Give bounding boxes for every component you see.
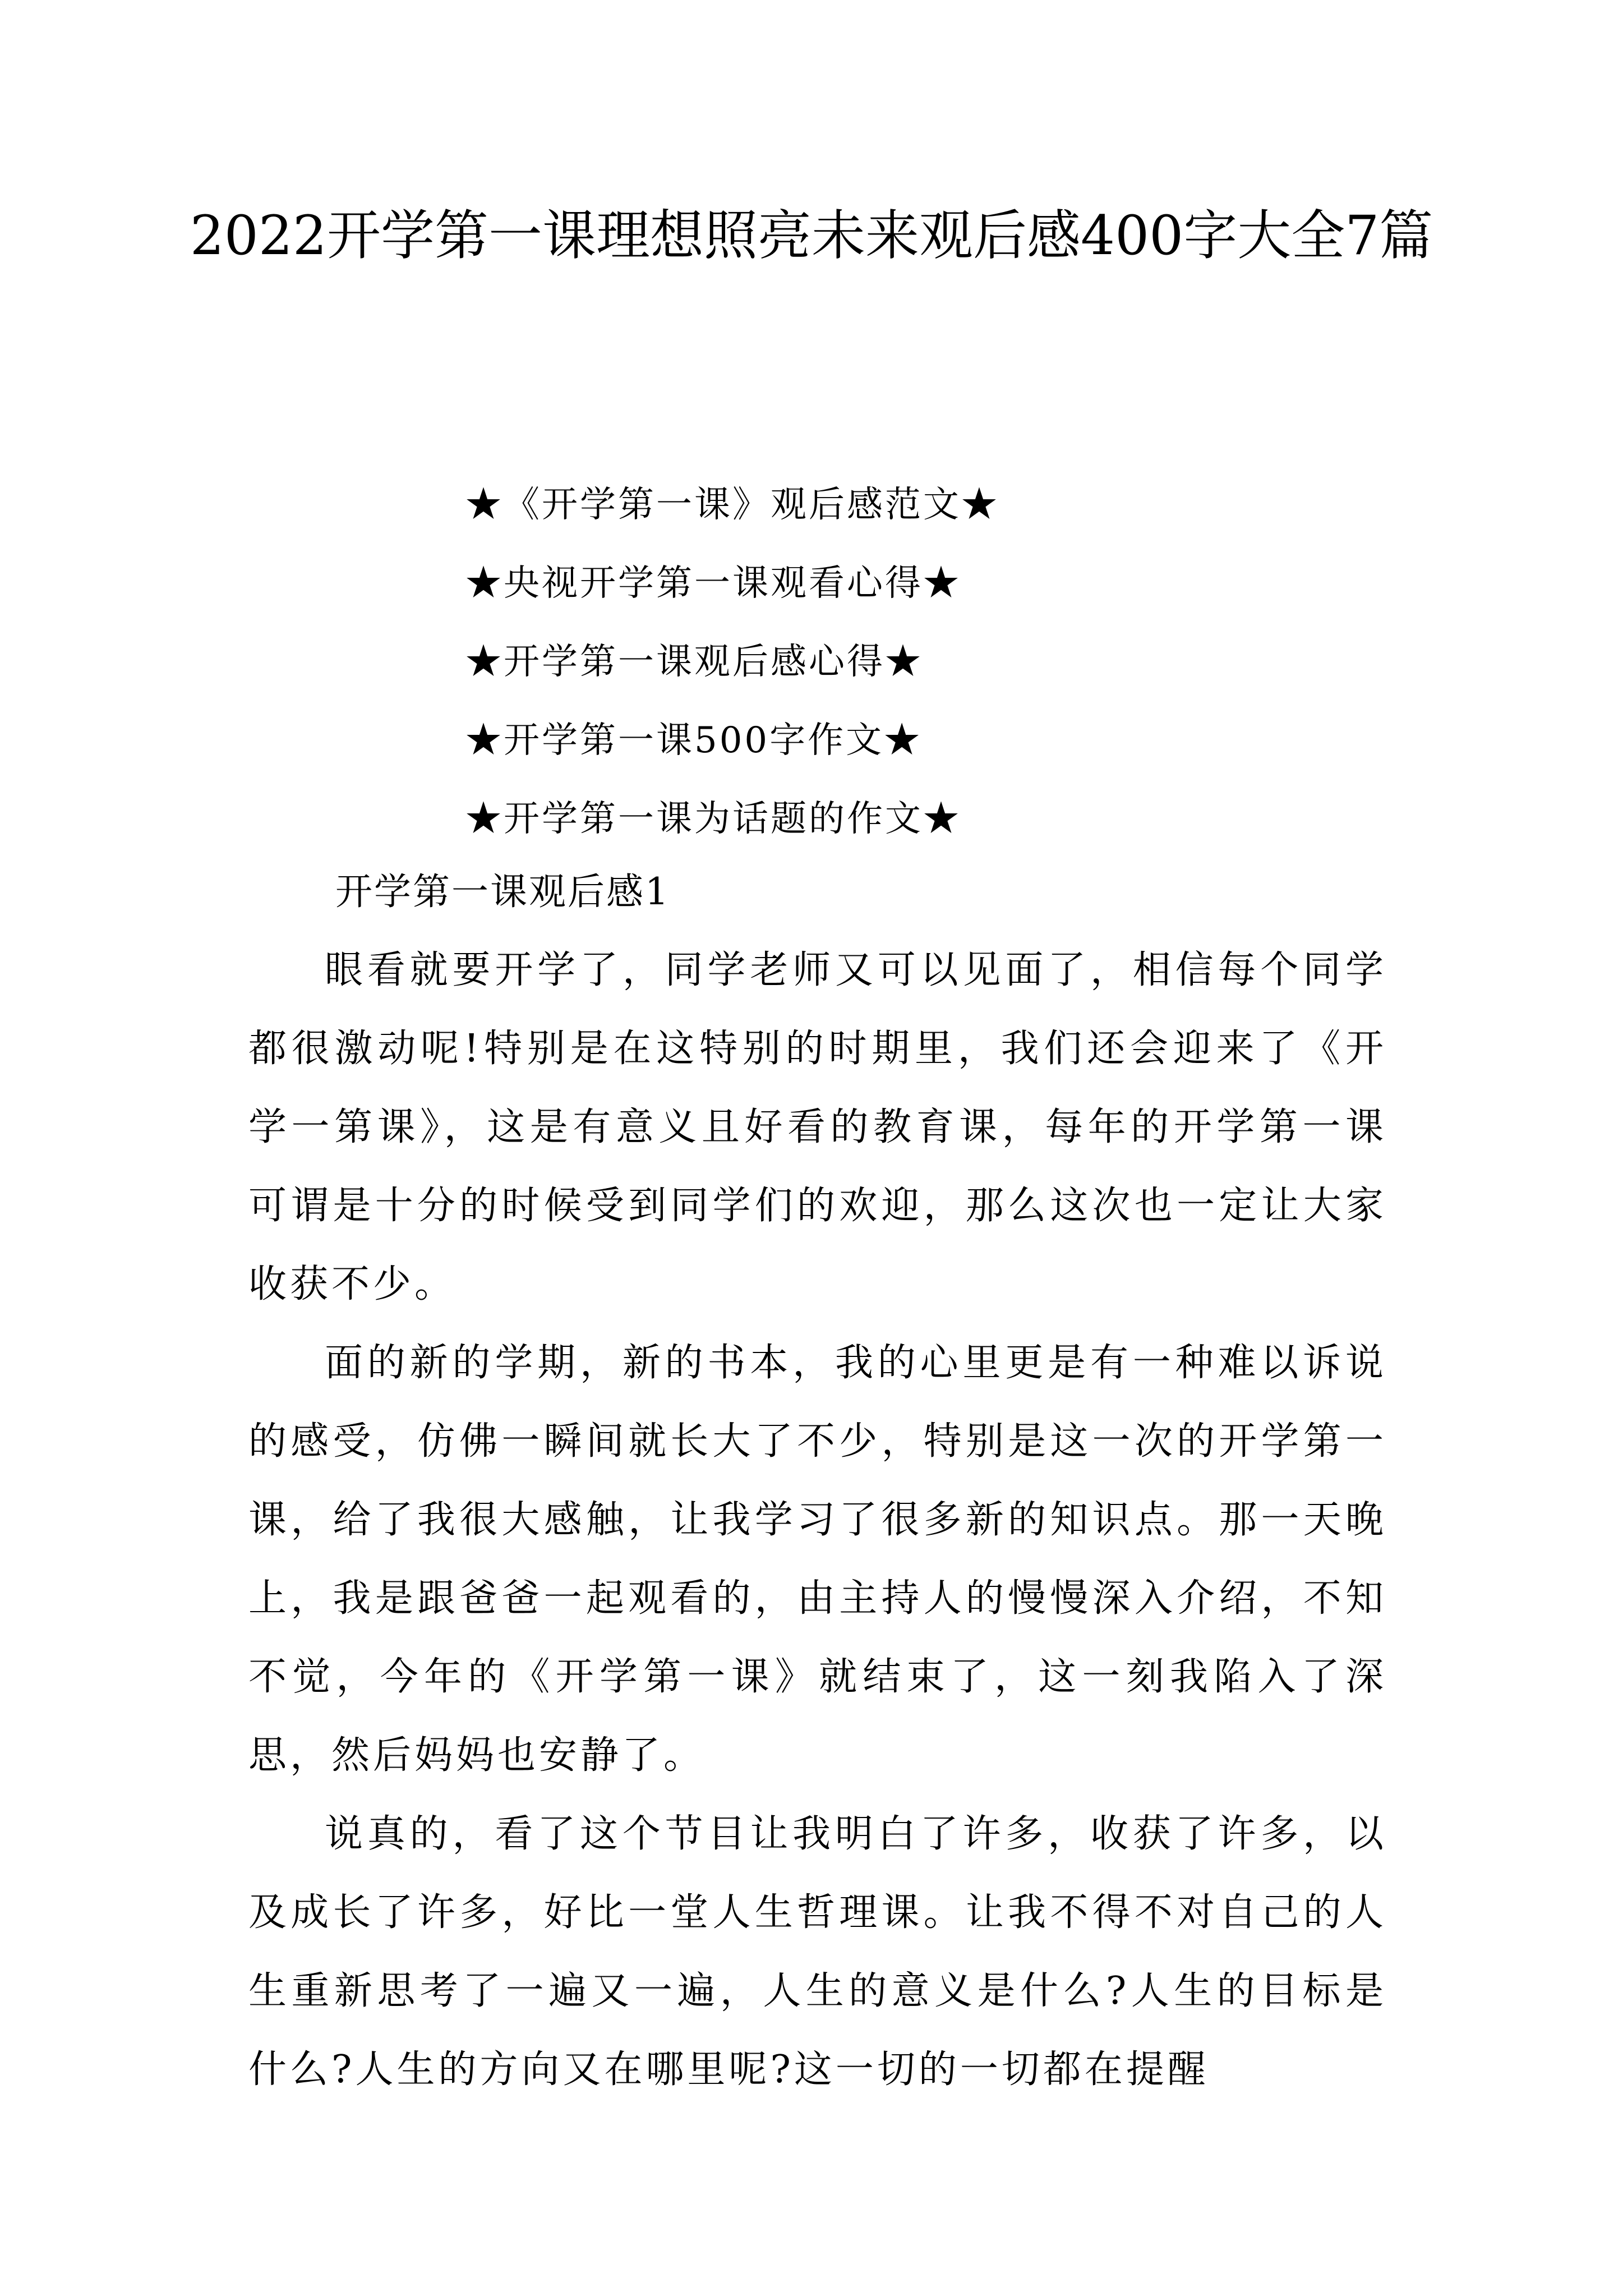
body-text — [248, 931, 1387, 2109]
toc-item: ★开学第一课观后感心得★ — [465, 641, 923, 683]
toc-item: ★《开学第一课》观后感范文★ — [465, 484, 999, 526]
toc-item: ★开学第一课500字作文★ — [465, 720, 923, 761]
document-title: 2022开学第一课理想照亮未来观后感400字大全7篇 — [190, 204, 1433, 267]
paragraph: 面的新的学期，新的书本，我的心里更是有一种难以诉说的感受，仿佛一瞬间就长大了不少，特别是这一次的开学第一课，给了我很大感触，让我学习了很多新的知识点。那一天晚上，我是跟爸爸一起观看的，由主持人的慢慢深入介绍，不知不觉，今年的《开学第一课》就结束了，这一刻我陷入了深思，然后妈妈也安静了。 — [248, 1341, 1387, 1778]
toc-item: ★央视开学第一课观看心得★ — [465, 563, 961, 604]
paragraph: 说真的，看了这个节目让我明白了许多，收获了许多，以及成长了许多，好比一堂人生哲理课。让我不得不对自己的人生重新思考了一遍又一遍，人生的意义是什么?人生的目标是什么?人生的方向又在哪里呢?这一切的一切都在提醒 — [248, 1812, 1387, 2092]
section-heading: 开学第一课观后感1 — [335, 870, 670, 913]
toc-item: ★开学第一课为话题的作文★ — [465, 798, 961, 840]
table-of-contents — [465, 466, 999, 858]
paragraph: 眼看就要开学了，同学老师又可以见面了，相信每个同学都很激动呢!特别是在这特别的时期里，我们还会迎来了《开学一第课》，这是有意义且好看的教育课，每年的开学第一课可谓是十分的时候受到同学们的欢迎，那么这次也一定让大家收获不少。 — [248, 948, 1387, 1306]
